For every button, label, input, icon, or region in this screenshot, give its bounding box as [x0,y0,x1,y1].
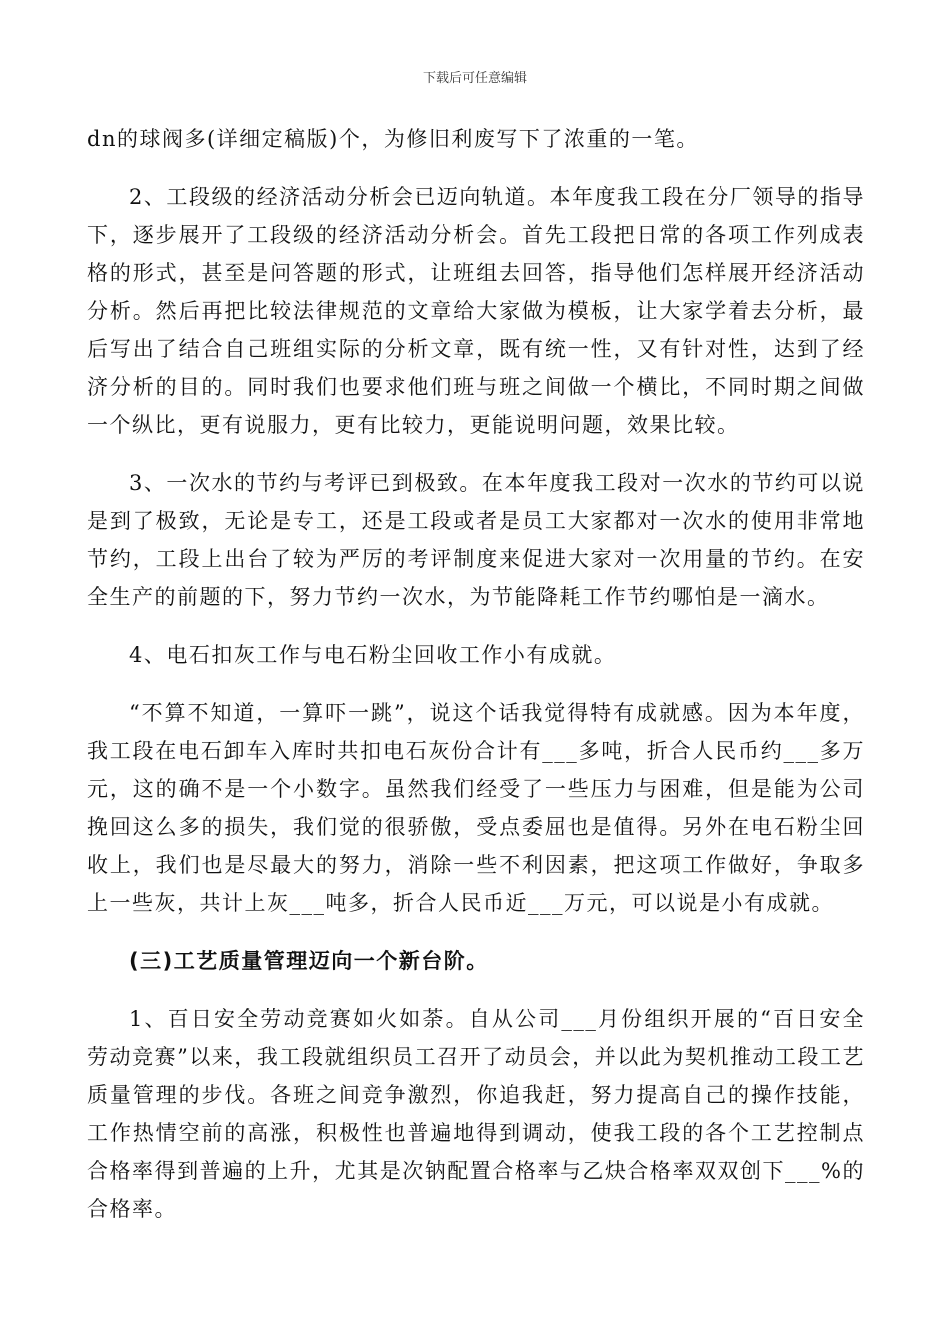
section-heading-3: (三)工艺质量管理迈向一个新台阶。 [129,949,489,973]
document-body [87,120,865,1248]
paragraph-item-4-detail: “不算不知道，一算吓一跳”，说这个话我觉得特有成就感。因为本年度，我工段在电石卸车入库时共扣电石灰份合计有___多吨，折合人民币约___多万元，这的确不是一个小数字。虽然我们经受了一些压力与困难，但是能为公司挽回这么多的损失，我们觉的很骄傲，受点委屈也是值得。另外在电石粉尘回收上，我们也是尽最大的努力，消除一些不利因素，把这项工作做好，争取多上一些灰，共计上灰___吨多，折合人民币近___万元，可以说是小有成就。 [87,701,865,915]
paragraph-item-4: 4、电石扣灰工作与电石粉尘回收工作小有成就。 [129,643,617,667]
paragraph-item-3: 3、一次水的节约与考评已到极致。在本年度我工段对一次水的节约可以说是到了极致，无论是专工，还是工段或者是员工大家都对一次水的使用非常地节约，工段上出台了较为严厉的考评制度来促进大家对一次用量的节约。在安全生产的前题的下，努力节约一次水，为节能降耗工作节约哪怕是一滴水。 [87,471,865,609]
page-header-note: 下载后可任意编辑 [422,71,527,86]
paragraph-section-3-item-1: 1、百日安全劳动竞赛如火如荼。自从公司___月份组织开展的“百日安全劳动竞赛”以来，我工段就组织员工召开了动员会，并以此为契机推动工段工艺质量管理的步伐。各班之间竞争激烈，你追我赶，努力提高自己的操作技能，工作热情空前的高涨，积极性也普遍地得到调动，使我工段的各个工艺控制点合格率得到普遍的上升，尤其是次钠配置合格率与乙炔合格率双双创下___%的合格率。 [87,1007,865,1221]
paragraph-continuation: dn的球阀多(详细定稿版)个，为修旧利废写下了浓重的一笔。 [87,127,699,151]
paragraph-item-2: 2、工段级的经济活动分析会已迈向轨道。本年度我工段在分厂领导的指导下，逐步展开了工段级的经济活动分析会。首先工段把日常的各项工作列成表格的形式，甚至是问答题的形式，让班组去回答，指导他们怎样展开经济活动分析。然后再把比较法律规范的文章给大家做为模板，让大家学着去分析，最后写出了结合自己班组实际的分析文章，既有统一性，又有针对性，达到了经济分析的目的。同时我们也要求他们班与班之间做一个横比，不同时期之间做一个纵比，更有说服力，更有比较力，更能说明问题，效果比较。 [87,185,865,437]
